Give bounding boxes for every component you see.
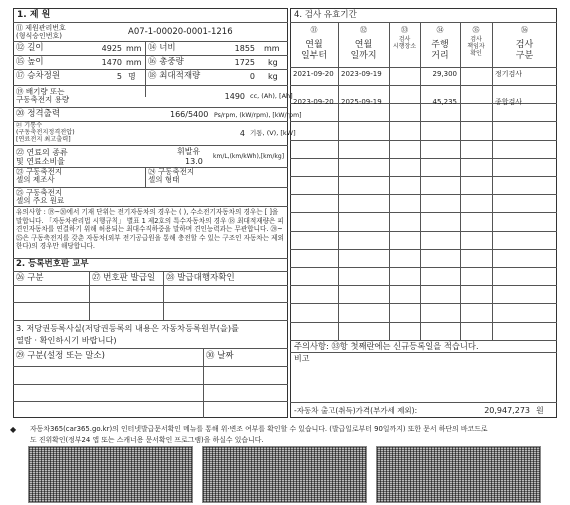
header-num-4: ㉟ bbox=[472, 26, 480, 34]
battery-form-label: ㉔ 구동축전지 셀의 형태 bbox=[148, 167, 195, 184]
section-1-title: 1. 제 원 bbox=[17, 10, 51, 20]
width-value: 1855 bbox=[234, 44, 255, 53]
battery-material-label: ㉕ 구동축전지 셀의 주요 원료 bbox=[16, 188, 65, 205]
displacement-unit: cc, (Ah), [Ah] bbox=[250, 92, 293, 100]
length-unit: mm bbox=[126, 44, 142, 53]
spec-number-label: ⑪ 제원관리번호 (형식승인번호) bbox=[16, 24, 66, 40]
header-label-2: 검사 시행장소 bbox=[392, 36, 417, 50]
inspection-mileage-0: 29,300 bbox=[432, 70, 457, 78]
section-3-title-line2: 열람 · 확인하시기 바랍니다) bbox=[16, 335, 117, 345]
caution-note: 유의사항 : ⑲~⑳에서 기재 단위는 전기자동차의 경우는 ( ), 수소전기자동차의 경우는 [ ]을 말합니다. 「자동차관리법 시행규칙」 별표 1 제2호의 특수자동차의 경우 ⑱ 최대적재량은 피견인자동차를 연결하기 위해 허용되는 최대수직하중을 말하며 견인능력과는 무관합니다. ⑳~㉕은 구동축전지를 갖춘 자동차(외부 전기공급원을 통해 충전할 수 있는 구조인 자동차는 제외한다)의 경우만 해당합니다. bbox=[16, 208, 284, 251]
header-num-3: ㉞ bbox=[436, 26, 444, 34]
header-label-3: 주행 거리 bbox=[431, 40, 449, 61]
spec-number-value: A07-1-00020-0001-1216 bbox=[128, 27, 233, 37]
length-value: 4925 bbox=[101, 44, 122, 53]
header-num-5: ㊱ bbox=[521, 26, 528, 34]
section-3-title: 3. 저당권등록사실(저당권등록의 내용은 자동차등록원부(을)를 bbox=[16, 323, 239, 333]
lien-date-header: ㉚ 날짜 bbox=[206, 351, 234, 361]
inspection-from-0: 2021-09-20 bbox=[293, 70, 334, 78]
seats-value: 5 bbox=[116, 72, 122, 81]
plate-issue-date-header: ㉗ 번호판 발급일 bbox=[92, 273, 156, 283]
barcode-1 bbox=[28, 446, 193, 503]
cylinders-value: 4 bbox=[239, 129, 245, 138]
section-4-title: 4. 검사 유효기간 bbox=[294, 10, 357, 20]
displacement-value: 1490 bbox=[224, 92, 245, 101]
footer-bullet: ◆ bbox=[10, 425, 17, 434]
fuel-type: 휘발유 bbox=[177, 147, 201, 156]
remarks-label: 비고 bbox=[294, 354, 310, 363]
seats-unit: 명 bbox=[128, 72, 136, 81]
max-load-unit: kg bbox=[268, 72, 278, 81]
battery-maker-label: ㉓ 구동축전지 셀의 제조사 bbox=[16, 167, 63, 184]
price-unit: 원 bbox=[536, 406, 544, 415]
header-label-0: 연월 일부터 bbox=[300, 40, 328, 61]
inspection-mileage-1: 45,235 bbox=[432, 98, 457, 106]
inspection-from-1: 2023-09-20 bbox=[293, 98, 334, 106]
height-unit: mm bbox=[126, 58, 142, 67]
inspection-kind-1: 종합검사 bbox=[495, 98, 523, 106]
power-unit: Ps/rpm, (kW/rpm), [kW/rpm] bbox=[214, 112, 302, 119]
price-label: -자동차 출고(취득)가격(부가세 제외): bbox=[294, 406, 418, 415]
header-num-2: ㉝ bbox=[401, 26, 408, 34]
price-value: 20,947,273 bbox=[484, 406, 530, 415]
inspection-kind-0: 정기검사 bbox=[495, 70, 523, 78]
width-unit: mm bbox=[264, 44, 280, 53]
power-value: 166/5400 bbox=[170, 110, 209, 119]
footer-line-2: 도 진위확인(정부24 앱 또는 스캐너용 문서확인 프로그램)을 하실수 있습니다. bbox=[30, 436, 264, 444]
fuel-label: ㉒ 연료의 종류 및 연료소비율 bbox=[16, 148, 68, 166]
length-label: ⑫ 길이 bbox=[16, 43, 44, 53]
cylinders-label: ㉑ 기통수 (구동축전지정격전압) [연료전지 최고출력] bbox=[16, 122, 75, 143]
header-label-4: 검사 책임자 확인 bbox=[467, 36, 485, 57]
height-value: 1470 bbox=[101, 58, 122, 67]
lien-type-header: ㉙ 구분(설정 또는 말소) bbox=[16, 351, 105, 361]
header-num-1: ㉜ bbox=[360, 26, 367, 34]
gross-weight-label: ⑯ 총중량 bbox=[148, 57, 184, 67]
displacement-label: ⑲ 배기량 또는 구동축전지 용량 bbox=[16, 87, 70, 104]
cylinders-unit: 기통, (V), [kW] bbox=[250, 129, 296, 137]
inspection-to-0: 2023-09-19 bbox=[341, 70, 382, 78]
power-label: ⑳ 정격출력 bbox=[16, 109, 61, 119]
max-load-value: 0 bbox=[249, 72, 255, 81]
width-label: ⑭ 너비 bbox=[148, 43, 176, 53]
plate-type-header: ㉖ 구분 bbox=[16, 273, 44, 283]
header-label-1: 연월 일까지 bbox=[350, 40, 377, 61]
fuel-efficiency-unit: km/L,(km/kWh),[km/kg] bbox=[213, 153, 285, 160]
seats-label: ⑰ 승차정원 bbox=[16, 71, 61, 81]
barcode-3 bbox=[376, 446, 541, 503]
inspection-to-1: 2025-09-19 bbox=[341, 98, 382, 106]
footer-line-1: 자동차365(car365.go.kr)의 인터넷발급문서확인 메뉴를 통해 위·변조 여부를 확인할 수 있습니다. (발급일로부터 90일까지) 또한 문서 하단의 바코드로 bbox=[30, 425, 488, 433]
caution-line: 주의사항: ㉝항 첫째란에는 신규등록일을 적습니다. bbox=[294, 341, 479, 351]
height-label: ⑮ 높이 bbox=[16, 57, 44, 67]
header-num-0: ㉛ bbox=[310, 26, 318, 34]
gross-weight-value: 1725 bbox=[234, 58, 255, 67]
header-label-5: 검사 구분 bbox=[515, 40, 534, 61]
fuel-efficiency-value: 13.0 bbox=[185, 157, 203, 166]
max-load-label: ⑱ 최대적재량 bbox=[148, 71, 201, 81]
gross-weight-unit: kg bbox=[268, 58, 278, 67]
barcode-2 bbox=[202, 446, 367, 503]
section-2-title: 2. 등록번호판 교부 bbox=[16, 259, 89, 269]
plate-agent-header: ㉘ 발급대행자확인 bbox=[166, 273, 235, 283]
